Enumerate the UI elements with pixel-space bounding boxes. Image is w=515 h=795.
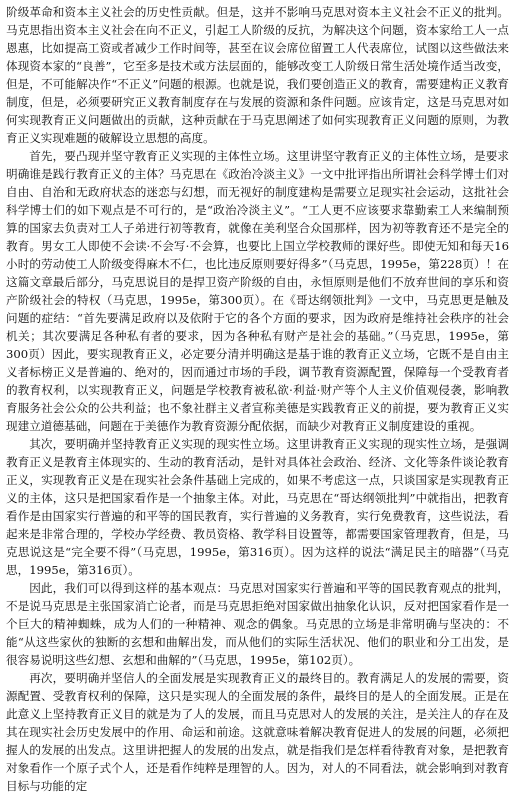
paragraph-3: 其次，要明确并坚持教育正义实现的现实性立场。这里讲教育正义实现的现实性立场，是强调教育正义是教育主体现实的、生动的教育活动，是针对具体社会政治、经济、文化等条件谈论教育正义，实现教育正义是在现实社会条件基础上完成的，如果不考虑这一点，只谈国家是实现教育正义的主体，这只是把国家看作是一个抽象主体。对此，马克思在“哥达纲领批判”中就指出，把教育看作是由国家实行普遍的和平等的国民教育，实行普遍的义务教育，实行免费教育，这些说法，看起来是非常合理的，学校办学经费、教员资格、教学科目设置等，都需要国家管理教育，但是，马克思说这是“完全要不得”（马克思，1995e，第316页）。因为这样的说法“满足民主的暗器”（马克思，1995e，第316页）。: [6, 437, 509, 577]
paragraph-1: 阶级革命和资本主义社会的历史性贡献。但是，这并不影响马克思对资本主义社会不正义的批判。马克思指出资本主义社会在向不正义，引起工人阶级的反抗，为解决这个问题，资本家给工人一点恩惠，比如提高工资或者减少工作时间等，甚至在议会席位留置工人代表席位，试图以这些做法来体现资本家的“良善”，它至多是技术或方法层面的，能够改变工人阶级日常生活处境作适当改变，但是，不可能解决作“不正义”问题的根源。也就是说，我们要创造正义的教育，需要建构正义教育制度，但是，必须要研究正义教育制度存在与发展的资源和条件问题。应该肯定，这是马克思对如何实现教育正义问题做出的贡献，这种贡献在于马克思阐述了如何实现教育正义问题的原则，为教育正义实现难题的破解设立思想的高度。: [6, 5, 509, 145]
paragraph-2: 首先，要凸现并坚守教育正义实现的主体性立场。这里讲坚守教育正义的主体性立场，是要求明确谁是践行教育正义的主体？马克思在《政治冷淡主义》一文中批评指出所谓社会科学博士们对自由、自治和无政府状态的迷恋与幻想，而无视好的制度建构是需要立足现实社会运动，这批社会科学博士们的如下观点是不可行的，是“政治冷淡主义”。“工人更不应该要求靠勤索工人来编制预算的国家去负责对工人子弟进行初等教育，就像在美利坚合众国那样，因为初等教育还不是完全的教育。男女工人即使不会读·不会写·不会算，也要比上国立学校教师的课好些。即使无知和每天16小时的劳动使工人阶级变得麻木不仁，也比违反原则要好得多”（马克思，1995e，第228页）！在这篇文章最后部分，马克思说目的是捍卫资产阶级的自由，永恒原则是他们不放弃世间的享乐和资产阶级社会的特权（马克思，1995e，第300页）。在《哥达纲领批判》一文中，马克思更是触及问题的症结：“首先要满足政府以及依附于它的各个方面的要求，因为政府是维持社会秩序的社会机关；其次要满足各种私有者的要求，因为各种私有财产是社会的基础。”（马克思，1995e，第300页）因此，要实现教育正义，必定要分清并明确这是基于谁的教育正义立场，它既不是自由主义者标榜正义是普遍的、绝对的，因而通过市场的手段，调节教育资源配置，保障每一个受教育者的教育权利，以实现教育正义，问题是学校教育被私欲·利益·财产等个人主义价值观侵袭，影响教育服务社会公众的公共利益；也不象社群主义者宣称美德是实践教育正义的前提，要为教育正义实现建立道德基础，问题在于美德作为教育资源分配依据，而缺少对教育正义制度建设的重视。: [6, 149, 509, 433]
paragraph-4: 因此，我们可以得到这样的基本观点：马克思对国家实行普遍和平等的国民教育观点的批判，不是说马克思是主张国家消亡论者，而是马克思拒绝对国家做出抽象化认识，反对把国家看作是一个巨大的精神蜘蛛，成为人们的一种精神、观念的偶象。马克思的立场是非常明确与坚决的：不能“从这些家伙的独断的玄想和曲解出发，而从他们的实际生活状况、他们的职业和分工出发，是很容易说明这些幻想、玄想和曲解的”（马克思，1995e，第102页）。: [6, 581, 509, 667]
paragraph-5: 再次，要明确并坚信人的全面发展是实现教育正义的最终目的。教育满足人的发展的需要，资源配置、受教育权利的保障，这只是实现人的全面发展的条件，最终目的是人的全面发展。正是在此意义上坚持教育正义目的就是为了人的发展，而且马克思对人的发展的关注，是关注人的存在及其在现实社会历史发展中的作用、命运和前途。这就意味着解决教育促进人的发展的问题，必须把握人的发展的出发点。这里讲把握人的发展的出发点，就是指我们是怎样看待教育对象，是把教育对象看作一个原子式个人，还是看作纯粹是理智的人。因为，对人的不同看法，就会影响到对教育目标与功能的定: [6, 671, 509, 793]
